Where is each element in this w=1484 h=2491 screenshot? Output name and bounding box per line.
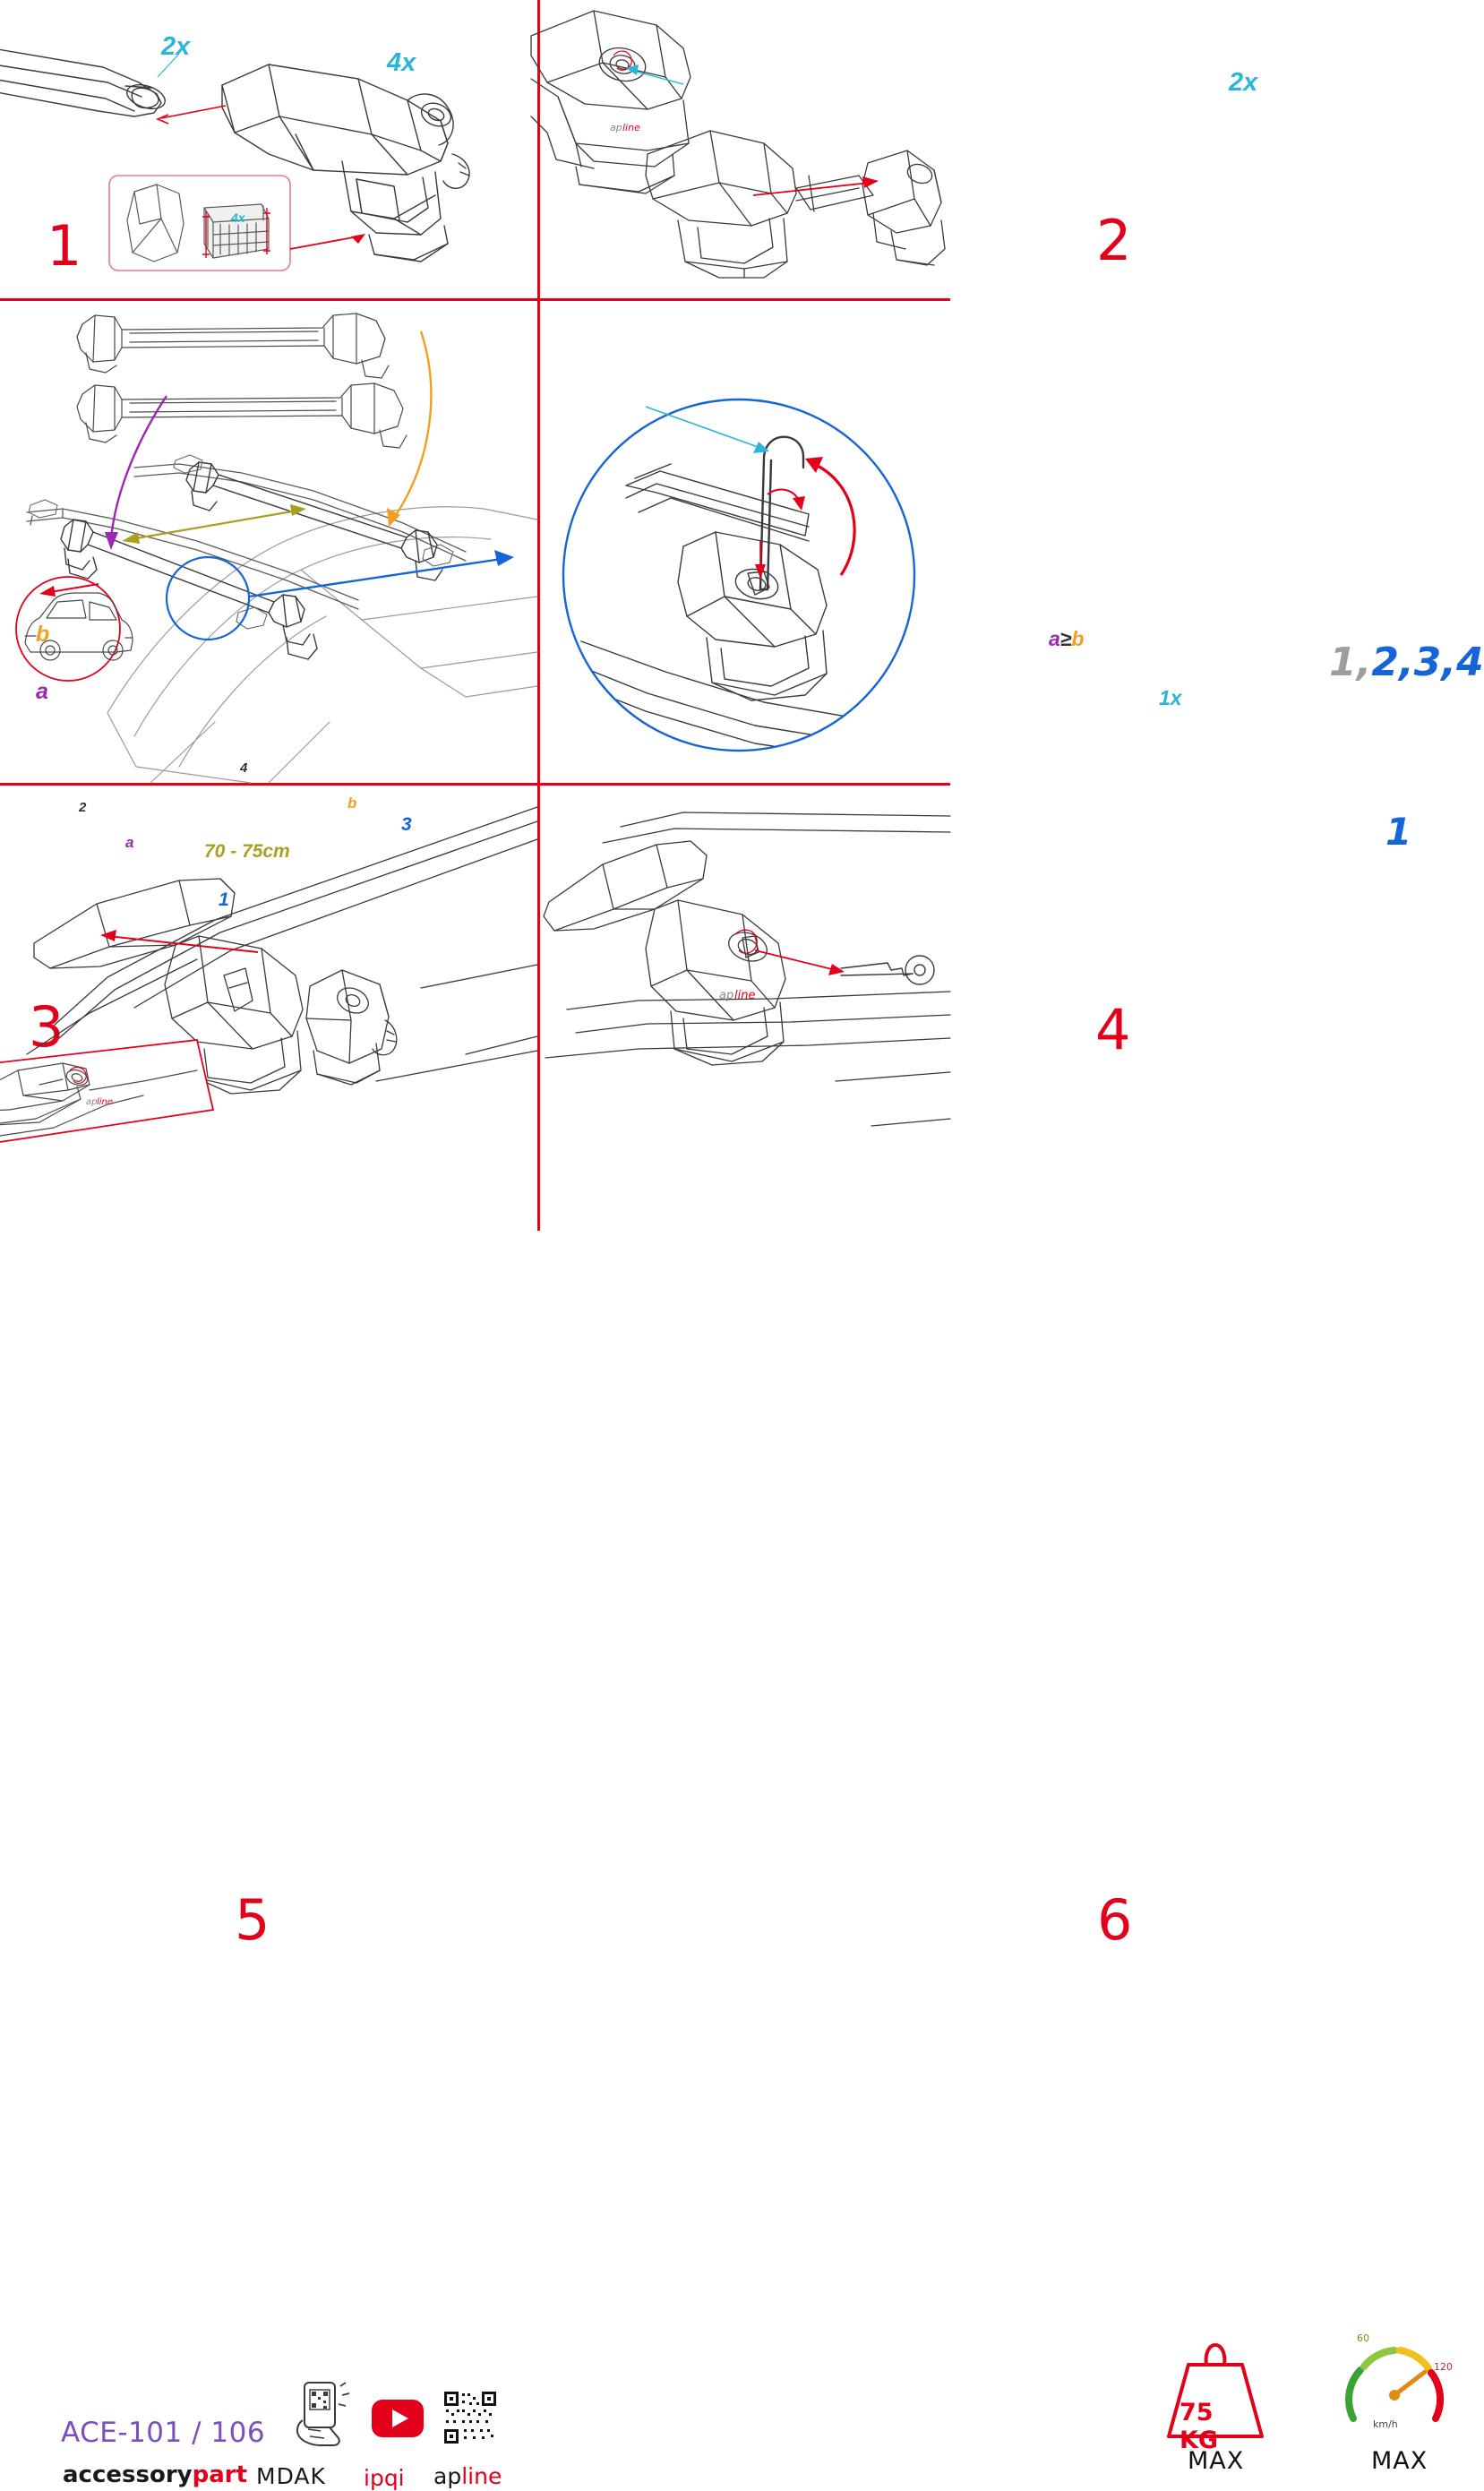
mdak-logo-text: MDAK — [256, 2463, 326, 2489]
step-4-illustration — [540, 301, 950, 783]
product-code: ACE-101 / 106 — [61, 2417, 266, 2449]
speed-unit-label: km/h — [1373, 2418, 1398, 2430]
step-1-inset-qty-label: 4x — [231, 210, 245, 225]
step-3-distance-label: 70 - 75cm — [204, 841, 290, 862]
step-3-illustration — [0, 301, 537, 783]
speed-tick-low-label: 60 — [1357, 2332, 1369, 2344]
step-5-illustration — [0, 786, 537, 1171]
brand-accessory-text: accessory — [63, 2461, 193, 2488]
brand-part-text: part — [192, 2461, 248, 2488]
apline-logo-text — [433, 2463, 502, 2489]
load-limit-caption: MAX — [1188, 2447, 1245, 2475]
sequence-rest: 2,3,4 — [1371, 640, 1484, 685]
step-1-qty-bar-label: 2x — [161, 32, 191, 61]
step-1-panel — [0, 0, 537, 298]
step-6-illustration — [540, 786, 950, 1171]
step-1-number: 1 — [47, 213, 82, 279]
step-4-condition-label: a≥b — [1049, 627, 1085, 650]
sequence-first: 1, — [1329, 640, 1372, 685]
step-3-mark-3-label: 3 — [401, 814, 412, 835]
qr-scan-hand-icon — [285, 2379, 356, 2452]
step-3-mark-4-label: 4 — [240, 760, 248, 776]
svg-text:line: line — [734, 989, 756, 1002]
step-3-panel — [0, 301, 537, 1060]
load-limit-value: 75 KG — [1179, 2399, 1219, 2454]
step-3-position-a-label: a — [125, 834, 134, 851]
youtube-icon[interactable] — [371, 2399, 425, 2438]
step-3-mark-1-label: 1 — [219, 889, 229, 910]
svg-text:line: line — [622, 122, 640, 133]
step-2-number: 2 — [1096, 208, 1132, 273]
step-3-mark-2-label: 2 — [79, 800, 87, 815]
step-5-number: 5 — [235, 1887, 270, 1953]
speed-limit-caption: MAX — [1371, 2447, 1428, 2475]
brand-logo-accessorypart — [63, 2461, 247, 2488]
svg-text:ap: ap — [610, 122, 622, 133]
footer-right — [540, 1164, 1453, 2475]
step-3-bar-a-label: a — [36, 679, 48, 704]
step-4-qty-tool-label: 1x — [1159, 686, 1182, 709]
step-3-number: 3 — [29, 994, 64, 1060]
speed-tick-high-label: 120 — [1434, 2361, 1453, 2373]
step-2-panel — [540, 0, 1258, 298]
step-1-qty-foot-label: 4x — [387, 48, 416, 77]
apline-ap-text: ap — [433, 2463, 462, 2489]
svg-text:line: line — [97, 1097, 114, 1107]
svg-text:ap: ap — [86, 1097, 98, 1107]
step-4-number: 4 — [1095, 997, 1131, 1062]
step-6-number: 6 — [1097, 1887, 1133, 1953]
apline-line-text: line — [461, 2463, 502, 2489]
step-3-position-b-label: b — [347, 795, 357, 812]
step-5-panel — [0, 786, 537, 1953]
ipqi-logo-text: ipqi — [364, 2465, 405, 2491]
qr-code-icon — [442, 2390, 498, 2445]
step-4-sequence-label — [1329, 640, 1484, 685]
footer-left — [0, 1191, 537, 2491]
step-2-illustration — [540, 0, 950, 298]
svg-text:ap: ap — [719, 989, 734, 1002]
step-6-panel — [540, 786, 1133, 1953]
step-4-torque-order-label: 1 — [1385, 810, 1412, 854]
step-2-qty-lock-label: 2x — [1229, 68, 1258, 97]
step-3-bar-b-label: b — [36, 622, 50, 647]
